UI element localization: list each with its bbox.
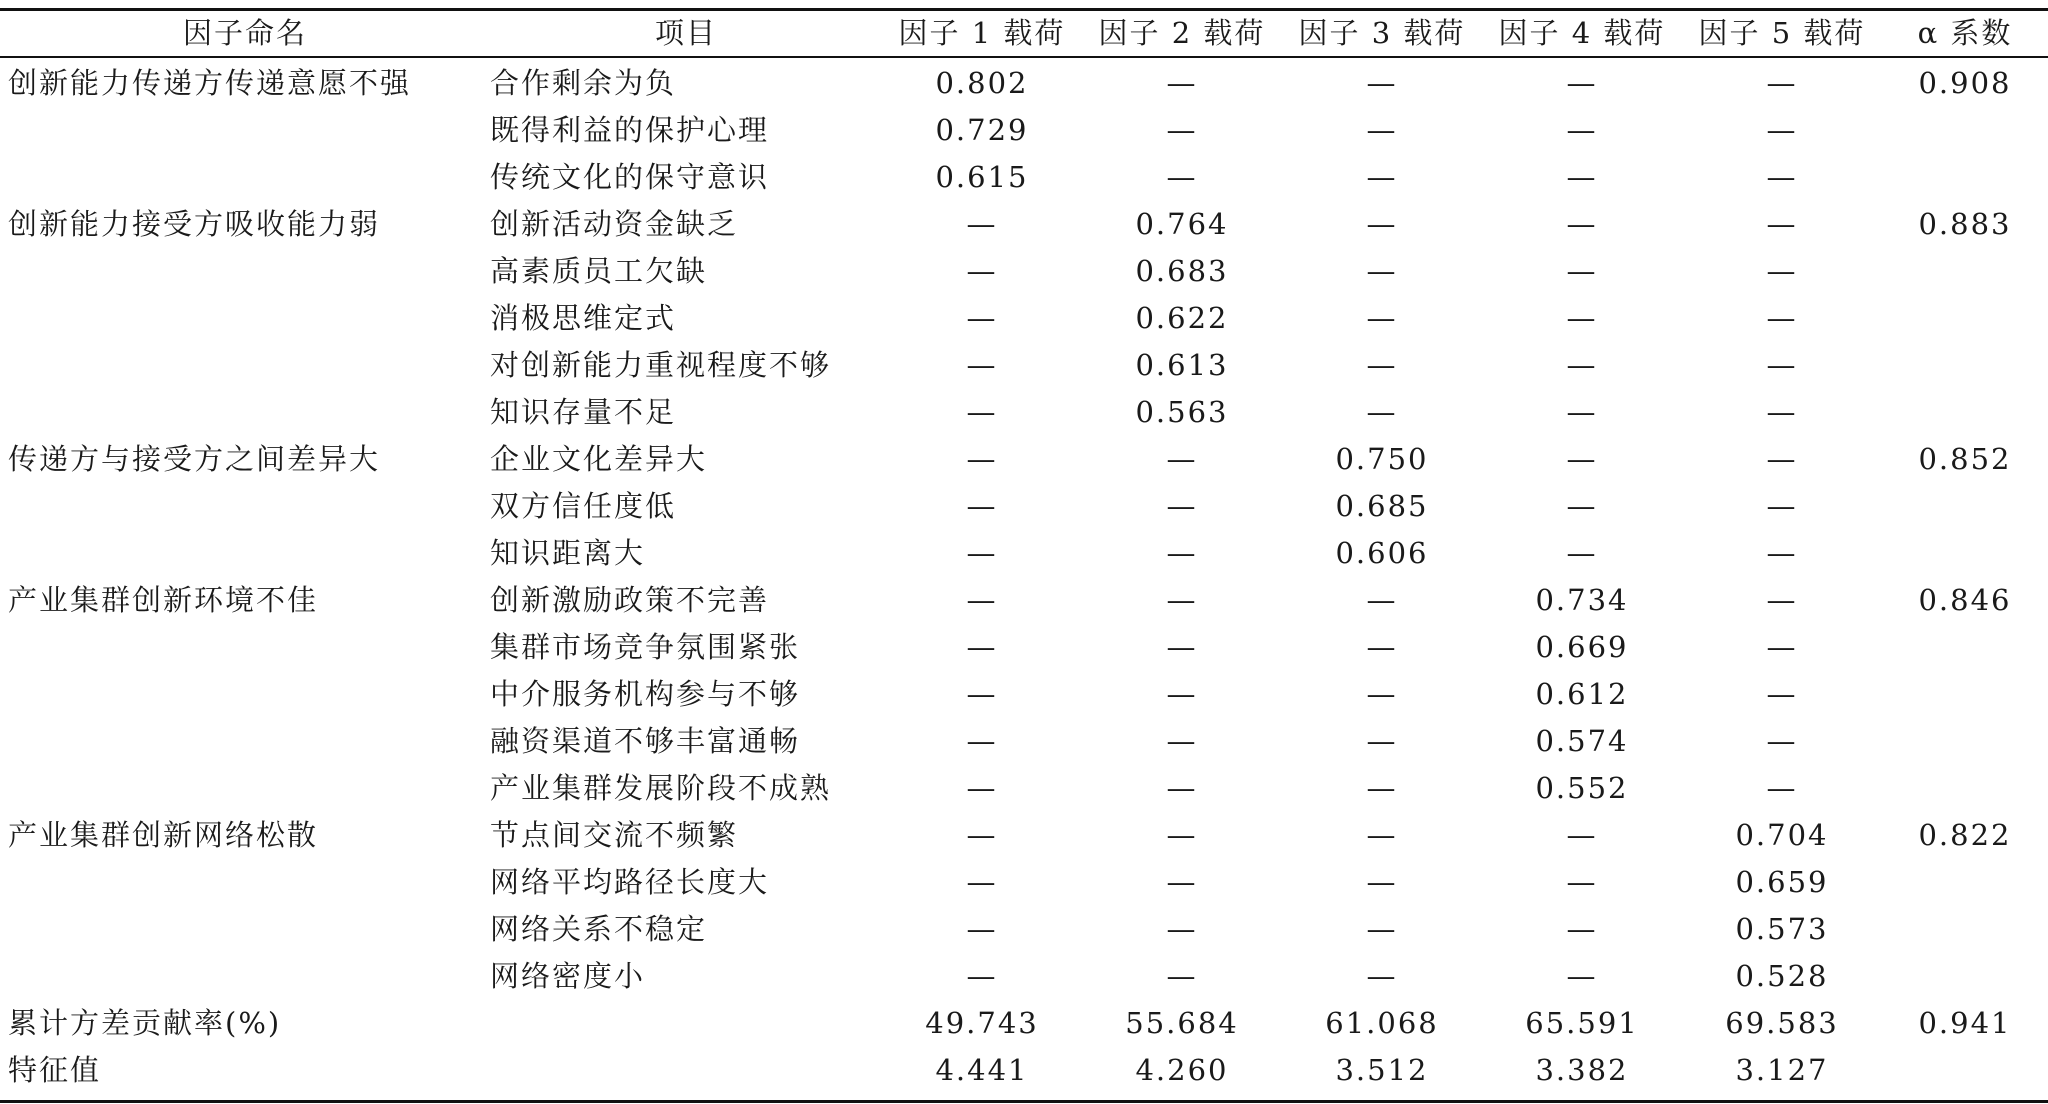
- header-f2: 因子 2 载荷: [1098, 16, 1266, 50]
- f3-loading-cell: —: [1366, 912, 1398, 946]
- f3-loading-cell: —: [1366, 66, 1398, 100]
- alpha-cell: 0.883: [1918, 207, 2012, 241]
- f1-loading-cell: —: [966, 724, 998, 758]
- f2-loading-cell: —: [1166, 912, 1198, 946]
- factor-name-cell: 创新能力传递方传递意愿不强: [8, 66, 412, 100]
- header-row: [0, 11, 2048, 56]
- alpha-cell: [1882, 671, 2048, 718]
- f3-loading-cell: —: [1366, 395, 1398, 429]
- alpha-cell: 0.846: [1918, 583, 2012, 617]
- f2-loading-cell: —: [1166, 677, 1198, 711]
- f1-loading-cell: —: [966, 583, 998, 617]
- alpha-cell: [1882, 765, 2048, 812]
- f3-loading-cell: —: [1366, 160, 1398, 194]
- alpha-cell: 0.908: [1918, 66, 2012, 100]
- f3-loading-cell: 0.685: [1335, 489, 1429, 523]
- f4-loading-cell: —: [1566, 207, 1598, 241]
- factor-name-cell: 产业集群创新网络松散: [8, 818, 319, 852]
- table-row: [0, 342, 2048, 389]
- table-row: [0, 671, 2048, 718]
- item-cell: 双方信任度低: [490, 489, 677, 523]
- f5-loading-cell: —: [1766, 442, 1798, 476]
- table-row: [0, 859, 2048, 906]
- alpha-cell: [1882, 389, 2048, 436]
- f4-loading-cell: 0.612: [1535, 677, 1629, 711]
- factor-name-cell: [0, 389, 490, 436]
- f5-loading-cell: —: [1766, 113, 1798, 147]
- alpha-cell: 0.852: [1918, 442, 2012, 476]
- f4-loading-cell: 65.591: [1525, 1006, 1639, 1040]
- f3-loading-cell: —: [1366, 771, 1398, 805]
- f4-loading-cell: —: [1566, 489, 1598, 523]
- factor-name-cell: [0, 718, 490, 765]
- alpha-cell: [1882, 718, 2048, 765]
- f2-loading-cell: —: [1166, 959, 1198, 993]
- table-row: [0, 56, 2048, 107]
- factor-name-cell: [0, 953, 490, 1000]
- f4-loading-cell: 0.574: [1535, 724, 1629, 758]
- factor-name-cell: [0, 248, 490, 295]
- f5-loading-cell: 0.704: [1735, 818, 1829, 852]
- f1-loading-cell: —: [966, 301, 998, 335]
- item-cell: 网络密度小: [490, 959, 646, 993]
- f1-loading-cell: 0.802: [935, 66, 1029, 100]
- f3-loading-cell: 0.606: [1335, 536, 1429, 570]
- factor-name-cell: [0, 859, 490, 906]
- table-row: [0, 1000, 2048, 1047]
- table-row: [0, 295, 2048, 342]
- item-cell: 创新活动资金缺乏: [490, 207, 739, 241]
- f2-loading-cell: —: [1166, 865, 1198, 899]
- factor-name-cell: 产业集群创新环境不佳: [8, 583, 319, 617]
- f3-loading-cell: —: [1366, 959, 1398, 993]
- f2-loading-cell: 0.613: [1135, 348, 1229, 382]
- factor-name-cell: [0, 154, 490, 201]
- alpha-cell: [1882, 107, 2048, 154]
- alpha-cell: [1882, 953, 2048, 1000]
- f2-loading-cell: 4.260: [1135, 1053, 1229, 1087]
- f5-loading-cell: 0.659: [1735, 865, 1829, 899]
- alpha-cell: 0.941: [1918, 1006, 2012, 1040]
- item-cell: 高素质员工欠缺: [490, 254, 708, 288]
- f4-loading-cell: —: [1566, 536, 1598, 570]
- table-row: [0, 953, 2048, 1000]
- table-row: [0, 483, 2048, 530]
- item-cell: 网络平均路径长度大: [490, 865, 770, 899]
- f1-loading-cell: —: [966, 348, 998, 382]
- f4-loading-cell: 0.669: [1535, 630, 1629, 664]
- f4-loading-cell: 3.382: [1535, 1053, 1629, 1087]
- f1-loading-cell: —: [966, 536, 998, 570]
- factor-name-cell: 累计方差贡献率(%): [8, 1006, 282, 1040]
- f5-loading-cell: 69.583: [1725, 1006, 1839, 1040]
- header-factor-name: 因子命名: [182, 16, 307, 50]
- f4-loading-cell: —: [1566, 66, 1598, 100]
- f2-loading-cell: —: [1166, 160, 1198, 194]
- alpha-cell: [1882, 906, 2048, 953]
- f3-loading-cell: 0.750: [1335, 442, 1429, 476]
- f4-loading-cell: —: [1566, 395, 1598, 429]
- f1-loading-cell: —: [966, 677, 998, 711]
- f2-loading-cell: 0.683: [1135, 254, 1229, 288]
- f3-loading-cell: —: [1366, 113, 1398, 147]
- table-row: [0, 389, 2048, 436]
- f1-loading-cell: —: [966, 771, 998, 805]
- f1-loading-cell: —: [966, 254, 998, 288]
- f3-loading-cell: —: [1366, 301, 1398, 335]
- alpha-cell: [1882, 530, 2048, 577]
- f4-loading-cell: 0.552: [1535, 771, 1629, 805]
- alpha-cell: [1882, 342, 2048, 389]
- item-cell: 创新激励政策不完善: [490, 583, 770, 617]
- f5-loading-cell: —: [1766, 771, 1798, 805]
- item-cell: 企业文化差异大: [490, 442, 708, 476]
- f4-loading-cell: —: [1566, 160, 1598, 194]
- f4-loading-cell: —: [1566, 348, 1598, 382]
- f3-loading-cell: —: [1366, 724, 1398, 758]
- alpha-cell: [1882, 483, 2048, 530]
- f1-loading-cell: —: [966, 207, 998, 241]
- alpha-cell: [1882, 154, 2048, 201]
- f4-loading-cell: —: [1566, 254, 1598, 288]
- f5-loading-cell: —: [1766, 301, 1798, 335]
- f4-loading-cell: —: [1566, 113, 1598, 147]
- alpha-cell: [1882, 248, 2048, 295]
- table-row: [0, 201, 2048, 248]
- f1-loading-cell: —: [966, 959, 998, 993]
- item-cell: 知识距离大: [490, 536, 646, 570]
- f2-loading-cell: —: [1166, 489, 1198, 523]
- f2-loading-cell: —: [1166, 724, 1198, 758]
- f4-loading-cell: —: [1566, 959, 1598, 993]
- table-row: [0, 436, 2048, 483]
- item-cell: 知识存量不足: [490, 395, 677, 429]
- table-row: [0, 812, 2048, 859]
- f5-loading-cell: —: [1766, 66, 1798, 100]
- f2-loading-cell: —: [1166, 113, 1198, 147]
- table-body: [0, 56, 2048, 1094]
- item-cell: 节点间交流不频繁: [490, 818, 739, 852]
- f2-loading-cell: 55.684: [1125, 1006, 1239, 1040]
- f4-loading-cell: —: [1566, 818, 1598, 852]
- factor-name-cell: [0, 107, 490, 154]
- f5-loading-cell: —: [1766, 677, 1798, 711]
- f2-loading-cell: 0.764: [1135, 207, 1229, 241]
- f5-loading-cell: —: [1766, 395, 1798, 429]
- f5-loading-cell: 3.127: [1735, 1053, 1829, 1087]
- item-cell: 产业集群发展阶段不成熟: [490, 771, 832, 805]
- header-alpha: α 系数: [1917, 16, 2013, 50]
- f3-loading-cell: —: [1366, 583, 1398, 617]
- factor-name-cell: [0, 765, 490, 812]
- f3-loading-cell: —: [1366, 630, 1398, 664]
- item-cell: 融资渠道不够丰富通畅: [490, 724, 801, 758]
- f1-loading-cell: —: [966, 489, 998, 523]
- f2-loading-cell: —: [1166, 66, 1198, 100]
- header-f5: 因子 5 载荷: [1698, 16, 1866, 50]
- table-row: [0, 248, 2048, 295]
- f1-loading-cell: —: [966, 442, 998, 476]
- f4-loading-cell: —: [1566, 912, 1598, 946]
- item-cell: 传统文化的保守意识: [490, 160, 770, 194]
- f5-loading-cell: 0.573: [1735, 912, 1829, 946]
- header-f1: 因子 1 载荷: [898, 16, 1066, 50]
- f5-loading-cell: 0.528: [1735, 959, 1829, 993]
- factor-name-cell: [0, 483, 490, 530]
- table-row: [0, 107, 2048, 154]
- factor-name-cell: [0, 530, 490, 577]
- factor-name-cell: 创新能力接受方吸收能力弱: [8, 207, 381, 241]
- bottom-rule: [0, 1100, 2048, 1103]
- f2-loading-cell: —: [1166, 771, 1198, 805]
- f1-loading-cell: —: [966, 630, 998, 664]
- item-cell: 消极思维定式: [490, 301, 677, 335]
- f4-loading-cell: —: [1566, 442, 1598, 476]
- f5-loading-cell: —: [1766, 489, 1798, 523]
- f1-loading-cell: —: [966, 818, 998, 852]
- table-row: [0, 718, 2048, 765]
- f4-loading-cell: —: [1566, 301, 1598, 335]
- table-row: [0, 154, 2048, 201]
- f2-loading-cell: —: [1166, 818, 1198, 852]
- f1-loading-cell: 49.743: [925, 1006, 1039, 1040]
- f4-loading-cell: 0.734: [1535, 583, 1629, 617]
- table-row: [0, 1047, 2048, 1094]
- f2-loading-cell: —: [1166, 630, 1198, 664]
- f5-loading-cell: —: [1766, 630, 1798, 664]
- item-cell: [490, 1000, 882, 1047]
- f5-loading-cell: —: [1766, 583, 1798, 617]
- item-cell: 既得利益的保护心理: [490, 113, 770, 147]
- table-row: [0, 624, 2048, 671]
- f2-loading-cell: 0.563: [1135, 395, 1229, 429]
- f3-loading-cell: —: [1366, 207, 1398, 241]
- item-cell: [490, 1047, 882, 1094]
- f5-loading-cell: —: [1766, 160, 1798, 194]
- f2-loading-cell: —: [1166, 583, 1198, 617]
- f2-loading-cell: 0.622: [1135, 301, 1229, 335]
- f3-loading-cell: 3.512: [1335, 1053, 1429, 1087]
- factor-name-cell: [0, 906, 490, 953]
- factor-name-cell: [0, 671, 490, 718]
- f3-loading-cell: —: [1366, 254, 1398, 288]
- f3-loading-cell: 61.068: [1325, 1006, 1439, 1040]
- table-row: [0, 906, 2048, 953]
- factor-name-cell: 特征值: [8, 1053, 102, 1087]
- f5-loading-cell: —: [1766, 724, 1798, 758]
- f5-loading-cell: —: [1766, 348, 1798, 382]
- header-f3: 因子 3 载荷: [1298, 16, 1466, 50]
- f1-loading-cell: —: [966, 912, 998, 946]
- factor-name-cell: [0, 295, 490, 342]
- alpha-cell: 0.822: [1918, 818, 2012, 852]
- header-f4: 因子 4 载荷: [1498, 16, 1666, 50]
- f3-loading-cell: —: [1366, 677, 1398, 711]
- factor-name-cell: [0, 342, 490, 389]
- header-item: 项目: [654, 16, 717, 50]
- item-cell: 合作剩余为负: [490, 66, 677, 100]
- f5-loading-cell: —: [1766, 207, 1798, 241]
- table-row: [0, 530, 2048, 577]
- factor-loading-table: [0, 11, 2048, 1094]
- f2-loading-cell: —: [1166, 442, 1198, 476]
- alpha-cell: [1882, 624, 2048, 671]
- alpha-cell: [1882, 859, 2048, 906]
- f1-loading-cell: 4.441: [935, 1053, 1029, 1087]
- alpha-cell: [1882, 1047, 2048, 1094]
- item-cell: 中介服务机构参与不够: [490, 677, 801, 711]
- f3-loading-cell: —: [1366, 818, 1398, 852]
- item-cell: 集群市场竞争氛围紧张: [490, 630, 801, 664]
- table-row: [0, 765, 2048, 812]
- table-row: [0, 577, 2048, 624]
- f3-loading-cell: —: [1366, 348, 1398, 382]
- alpha-cell: [1882, 295, 2048, 342]
- factor-name-cell: [0, 624, 490, 671]
- f1-loading-cell: 0.729: [935, 113, 1029, 147]
- f1-loading-cell: —: [966, 395, 998, 429]
- factor-name-cell: 传递方与接受方之间差异大: [8, 442, 381, 476]
- f5-loading-cell: —: [1766, 254, 1798, 288]
- f1-loading-cell: —: [966, 865, 998, 899]
- f5-loading-cell: —: [1766, 536, 1798, 570]
- f1-loading-cell: 0.615: [935, 160, 1029, 194]
- item-cell: 对创新能力重视程度不够: [490, 348, 832, 382]
- item-cell: 网络关系不稳定: [490, 912, 708, 946]
- f4-loading-cell: —: [1566, 865, 1598, 899]
- f3-loading-cell: —: [1366, 865, 1398, 899]
- f2-loading-cell: —: [1166, 536, 1198, 570]
